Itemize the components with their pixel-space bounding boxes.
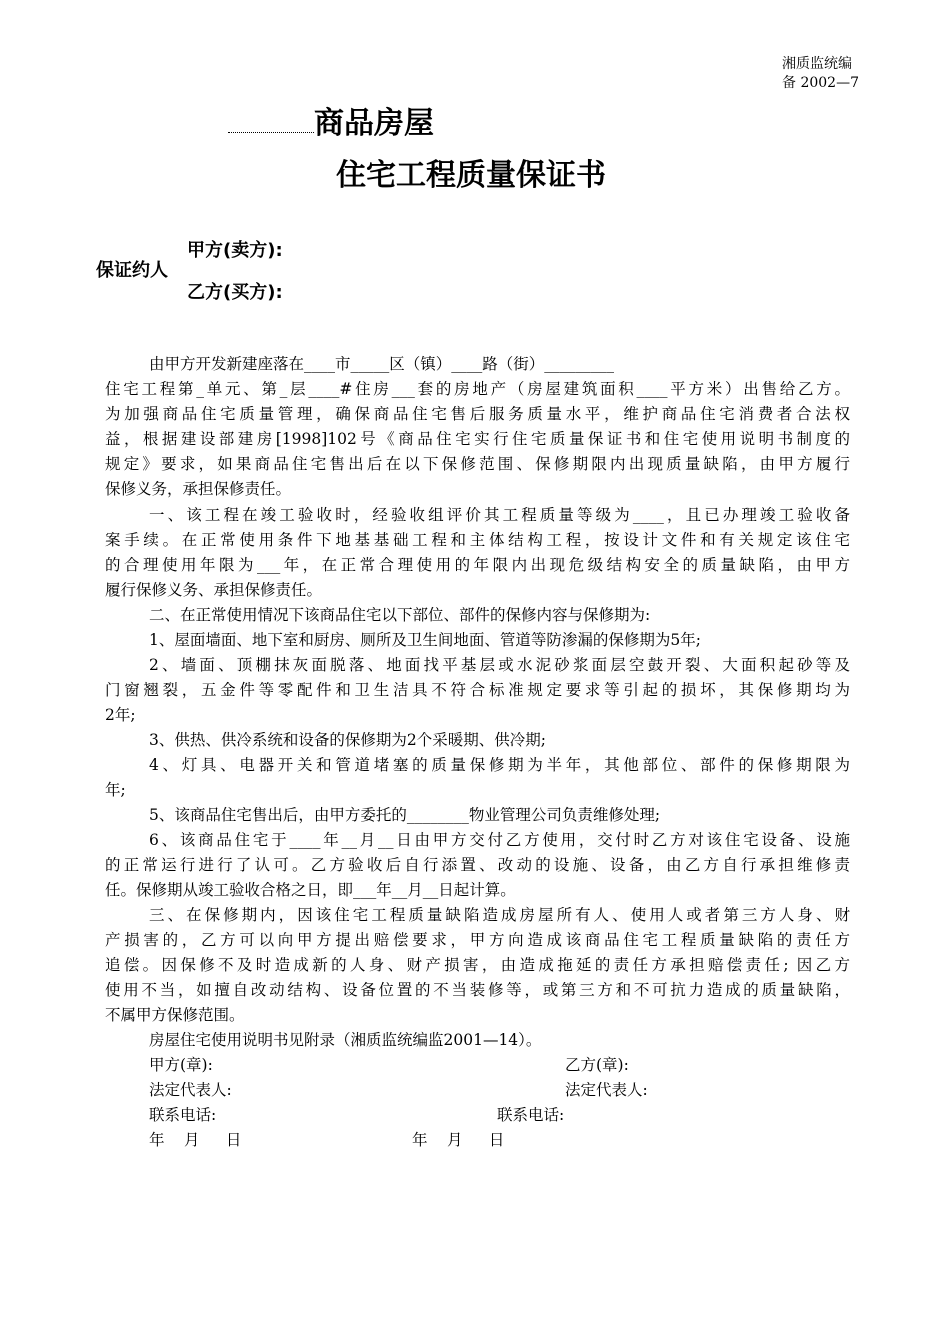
intro-line: 益，根据建设部建房[1998]102号《商品住宅实行住宅质量保证书和住宅使用说明书制度的 bbox=[105, 430, 850, 448]
parties-label: 保证约人 bbox=[96, 260, 168, 281]
section1-line: 案手续。在正常使用条件下地基基础工程和主体结构工程，按设计文件和有关规定该住宅 bbox=[105, 531, 850, 549]
section3-line: 使用不当，如擅自改动结构、设备位置的不当装修等，或第三方和不可抗力造成的质量缺陷， bbox=[105, 981, 850, 999]
seller-phone-label: 联系电话: bbox=[149, 1106, 217, 1124]
section2-item2-line: 门窗翘裂，五金件等零配件和卫生洁具不符合标准规定要求等引起的损坏，其保修期均为 bbox=[105, 681, 850, 699]
section2-item3: 3、供热、供冷系统和设备的保修期为2个采暖期、供冷期; bbox=[149, 731, 546, 749]
seller-date: 年 月 日 bbox=[149, 1131, 244, 1149]
intro-line: 为加强商品住宅质量管理，确保商品住宅售后服务质量水平，维护商品住宅消费者合法权 bbox=[105, 405, 850, 423]
intro-line: 保修义务，承担保修责任。 bbox=[105, 480, 292, 498]
section3-line: 追偿。因保修不及时造成新的人身、财产损害，由造成拖延的责任方承担赔偿责任; 因乙方 bbox=[105, 956, 850, 974]
section3-line: 不属甲方保修范围。 bbox=[105, 1006, 245, 1024]
section2-item1: 1、屋面墙面、地下室和厨房、厕所及卫生间地面、管道等防渗漏的保修期为5年; bbox=[149, 631, 701, 649]
section2-item4-line: 4、灯具、电器开关和管道堵塞的质量保修期为半年，其他部位、部件的保修期限为 bbox=[149, 756, 850, 774]
intro-line: 由甲方开发新建座落在____市_____区（镇）____路（街）_________ bbox=[149, 355, 615, 373]
section3-line: 三、在保修期内，因该住宅工程质量缺陷造成房屋所有人、使用人或者第三方人身、财 bbox=[149, 906, 850, 924]
section2-item6-line: 任。保修期从竣工验收合格之日，即___年__月__日起计算。 bbox=[105, 881, 516, 899]
section2-item4-line: 年; bbox=[105, 781, 126, 799]
section2-item2-line: 2年; bbox=[105, 706, 136, 724]
section1-line: 的合理使用年限为___年，在正常合理使用的年限内出现危级结构安全的质量缺陷，由甲方 bbox=[105, 556, 850, 574]
section3-line: 产损害的，乙方可以向甲方提出赔偿要求，甲方向造成该商品住宅工程质量缺陷的责任方 bbox=[105, 931, 850, 949]
intro-line: 规定》要求，如果商品住宅售出后在以下保修范围、保修期限内出现质量缺陷，由甲方履行 bbox=[105, 455, 850, 473]
appendix-note: 房屋住宅使用说明书见附录（湘质监统编监2001—14）。 bbox=[149, 1031, 542, 1049]
page-title: 商品房屋 bbox=[314, 106, 434, 141]
page-subtitle: 住宅工程质量保证书 bbox=[336, 158, 606, 193]
section2-item5: 5、该商品住宅售出后，由甲方委托的________物业管理公司负责维修处理; bbox=[149, 806, 661, 824]
intro-line: 住宅工程第_单元、第_层____#住房___套的房地产（房屋建筑面积____平方米）出售给乙方。 bbox=[105, 380, 850, 398]
seller-rep-label: 法定代表人: bbox=[149, 1081, 232, 1099]
section2-item2-line: 2、墙面、顶棚抹灰面脱落、地面找平基层或水泥砂浆面层空鼓开裂、大面积起砂等及 bbox=[149, 656, 850, 674]
title-fill-blank bbox=[228, 130, 314, 133]
buyer-date: 年 月 日 bbox=[412, 1131, 507, 1149]
section2-item6-line: 的正常运行进行了认可。乙方验收后自行添置、改动的设施、设备，由乙方自行承担维修责 bbox=[105, 856, 850, 874]
buyer-seal-label: 乙方(章): bbox=[565, 1056, 629, 1074]
section1-line: 履行保修义务、承担保修责任。 bbox=[105, 581, 323, 599]
seller-label: 甲方(卖方): bbox=[187, 240, 283, 261]
buyer-phone-label: 联系电话: bbox=[497, 1106, 565, 1124]
section1-line: 一、该工程在竣工验收时，经验收组评价其工程质量等级为____，且已办理竣工验收备 bbox=[149, 506, 850, 524]
section2-item6-line: 6、该商品住宅于____年__月__日由甲方交付乙方使用，交付时乙方对该住宅设备、设施 bbox=[149, 831, 850, 849]
document-number bbox=[782, 55, 859, 93]
document-number-line1: 湘质监统编 bbox=[782, 56, 852, 72]
document-number-line2: 备 2002—7 bbox=[782, 75, 859, 91]
section2-title: 二、在正常使用情况下该商品住宅以下部位、部件的保修内容与保修期为: bbox=[149, 606, 651, 624]
seller-seal-label: 甲方(章): bbox=[149, 1056, 213, 1074]
title-line1-wrap bbox=[228, 106, 434, 142]
buyer-rep-label: 法定代表人: bbox=[565, 1081, 648, 1099]
buyer-label: 乙方(买方): bbox=[187, 282, 283, 303]
